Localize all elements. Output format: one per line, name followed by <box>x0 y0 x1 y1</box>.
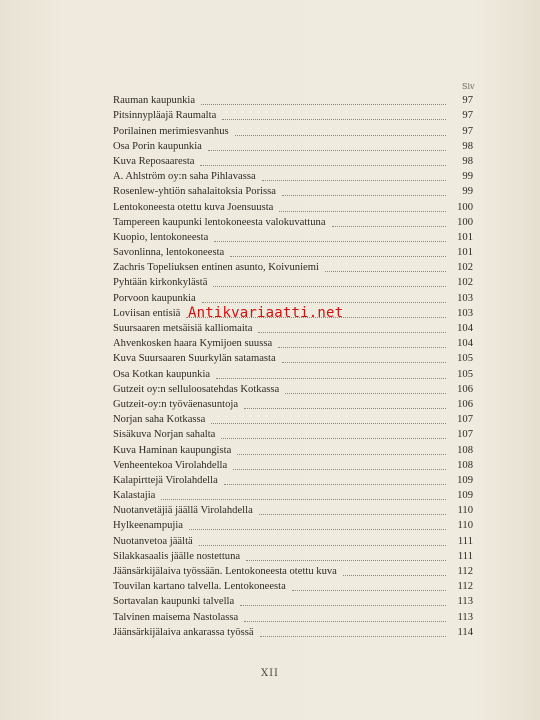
dot-leader <box>244 620 446 622</box>
entry-page-number: 104 <box>457 323 473 334</box>
dot-leader <box>221 437 446 439</box>
dot-leader <box>202 301 446 303</box>
list-item <box>113 608 473 623</box>
entry-title: Kuva Suursaaren Suurkylän satamasta <box>113 353 276 365</box>
list-item <box>113 593 473 608</box>
dot-leader <box>222 118 446 120</box>
entry-page-number: 112 <box>457 566 473 577</box>
list-item <box>113 457 473 472</box>
entry-page-number: 113 <box>457 611 473 623</box>
dot-leader <box>189 528 446 530</box>
entry-title: Nuotanvetoa jäältä <box>113 535 193 547</box>
entry-title: Gutzeit-oy:n työväenasuntoja <box>113 398 239 410</box>
list-item <box>113 168 473 183</box>
entry-page-number: 108 <box>457 444 473 456</box>
list-item <box>113 548 473 563</box>
entry-page-number: 106 <box>457 398 473 410</box>
list-item <box>113 350 473 365</box>
entry-page-number: 104 <box>457 338 473 350</box>
entry-page-number: 105 <box>457 368 473 380</box>
list-item <box>113 365 473 380</box>
entry-page-number: 102 <box>457 262 473 274</box>
list-item <box>113 320 473 335</box>
entry-page-number: 110 <box>457 505 473 517</box>
entry-page-number: 109 <box>457 474 473 486</box>
entry-title: Silakkasaalis jäälle nostettuna <box>113 550 241 562</box>
entry-page-number: 107 <box>457 429 473 441</box>
entry-title: Kuva Haminan kaupungista <box>113 444 232 456</box>
dot-leader <box>213 285 446 287</box>
entry-title: Kalastajia <box>113 490 156 502</box>
entry-title: Loviisan entisiä <box>113 307 181 319</box>
entry-title: Jäänsärkijälaiva työssään. Lentokoneesta otettu kuva <box>113 566 337 577</box>
entry-page-number: 101 <box>457 247 473 259</box>
entry-title: Porilainen merimiesvanhus <box>113 125 229 137</box>
dot-leader <box>216 377 446 379</box>
entry-page-number: 100 <box>457 216 473 228</box>
entry-page-number: 97 <box>462 95 473 107</box>
dot-leader <box>279 210 446 212</box>
list-item <box>113 411 473 426</box>
list-item <box>113 624 473 639</box>
list-item <box>113 183 473 198</box>
entry-page-number: 112 <box>457 581 473 593</box>
entry-title: Rauman kaupunkia <box>113 95 196 107</box>
dot-leader <box>246 559 446 561</box>
dot-leader <box>282 194 446 196</box>
entry-page-number: 111 <box>457 535 473 547</box>
entry-page-number: 109 <box>457 490 473 502</box>
list-item <box>113 92 473 107</box>
watermark-text: Antikvariaatti.net <box>188 305 344 321</box>
list-item <box>113 335 473 350</box>
dot-leader <box>258 331 446 333</box>
entry-page-number: 102 <box>457 277 473 289</box>
list-item <box>113 107 473 122</box>
dot-leader <box>211 422 446 424</box>
list-item <box>113 198 473 213</box>
entry-page-number: 111 <box>457 550 473 562</box>
entry-page-number: 106 <box>457 383 473 395</box>
entry-page-number: 113 <box>457 596 473 608</box>
dot-leader <box>343 574 446 576</box>
entry-title: Savonlinna, lentokoneesta <box>113 247 225 259</box>
list-item <box>113 214 473 229</box>
dot-leader <box>233 468 446 470</box>
entry-title: Gutzeit oy:n selluloosatehdas Kotkassa <box>113 383 280 395</box>
list-item <box>113 487 473 502</box>
dot-leader <box>244 407 446 409</box>
entry-page-number: 97 <box>462 125 473 137</box>
list-item <box>113 426 473 441</box>
entry-title: Jäänsärkijälaiva ankarassa työssä <box>113 626 254 638</box>
list-item <box>113 229 473 244</box>
list-item <box>113 563 473 578</box>
entry-page-number: 101 <box>457 231 473 243</box>
list-item <box>113 502 473 517</box>
entry-title: Sisäkuva Norjan sahalta <box>113 429 216 441</box>
list-item <box>113 122 473 137</box>
entry-page-number: 114 <box>457 626 473 638</box>
list-item <box>113 578 473 593</box>
entry-page-number: 99 <box>462 186 473 198</box>
list-item <box>113 138 473 153</box>
dot-leader <box>285 392 446 394</box>
dot-leader <box>240 604 446 606</box>
entry-page-number: 107 <box>457 414 473 426</box>
dot-leader <box>325 270 446 272</box>
list-item <box>113 259 473 274</box>
entry-title: Kuopio, lentokoneesta <box>113 231 209 243</box>
entry-title: Pitsinnypläajä Raumalta <box>113 110 217 122</box>
dot-leader <box>199 544 446 546</box>
dot-leader <box>278 346 446 348</box>
entry-title: Porvoon kaupunkia <box>113 292 196 304</box>
dot-leader <box>235 134 446 136</box>
dot-leader <box>260 635 446 637</box>
dot-leader <box>161 498 446 500</box>
entry-title: Rosenlew-yhtiön sahalaitoksia Porissa <box>113 186 277 198</box>
dot-leader <box>201 103 446 105</box>
list-item <box>113 532 473 547</box>
list-item <box>113 396 473 411</box>
list-item <box>113 274 473 289</box>
dot-leader <box>332 225 446 227</box>
list-item <box>113 153 473 168</box>
list-item <box>113 441 473 456</box>
entry-title: Hylkeenampujia <box>113 520 184 532</box>
entry-page-number: 100 <box>457 201 473 213</box>
entry-title: Kalapirttejä Virolahdella <box>113 474 218 486</box>
dot-leader <box>214 240 446 242</box>
dot-leader <box>292 589 446 591</box>
page-column-heading: Siv <box>462 82 475 91</box>
list-item <box>113 244 473 259</box>
entry-title: Norjan saha Kotkassa <box>113 414 206 426</box>
entry-title: Ahvenkosken haara Kymijoen suussa <box>113 338 273 350</box>
list-of-illustrations <box>113 92 473 639</box>
entry-title: Zachris Topeliuksen entinen asunto, Koivuniemi <box>113 262 319 274</box>
dot-leader <box>262 179 446 181</box>
entry-title: Tampereen kaupunki lentokoneesta valokuvattuna <box>113 216 326 228</box>
entry-page-number: 103 <box>457 292 473 304</box>
entry-title: Kuva Reposaaresta <box>113 155 195 167</box>
entry-page-number: 99 <box>462 171 473 183</box>
entry-title: Sortavalan kaupunki talvella <box>113 596 235 608</box>
list-item <box>113 517 473 532</box>
entry-page-number: 108 <box>457 459 473 471</box>
dot-leader <box>208 149 446 151</box>
entry-page-number: 105 <box>457 353 473 365</box>
dot-leader <box>230 255 446 257</box>
list-item <box>113 289 473 304</box>
entry-page-number: 98 <box>462 155 473 167</box>
entry-title: Nuotanvetäjiä jäällä Virolahdella <box>113 505 253 517</box>
entry-page-number: 98 <box>462 140 473 152</box>
dot-leader <box>259 513 446 515</box>
entry-title: Osa Kotkan kaupunkia <box>113 368 211 380</box>
page-folio: XII <box>260 668 280 679</box>
entry-page-number: 103 <box>457 307 473 319</box>
entry-title: Suursaaren metsäisiä kalliomaita <box>113 323 253 334</box>
entry-title: Pyhtään kirkonkylästä <box>113 277 208 289</box>
entry-title: Venheentekoa Virolahdella <box>113 459 228 471</box>
list-item <box>113 472 473 487</box>
entry-title: Touvilan kartano talvella. Lentokoneesta <box>113 581 286 593</box>
dot-leader <box>200 164 446 166</box>
entry-page-number: 97 <box>462 110 473 122</box>
list-item <box>113 381 473 396</box>
entry-title: Talvinen maisema Nastolassa <box>113 611 239 623</box>
entry-page-number: 110 <box>457 520 473 532</box>
entry-title: Lentokoneesta otettu kuva Joensuusta <box>113 201 274 213</box>
entry-title: Osa Porin kaupunkia <box>113 140 202 152</box>
dot-leader <box>224 483 446 485</box>
entry-title: A. Ahlström oy:n saha Pihlavassa <box>113 171 256 183</box>
dot-leader <box>237 453 446 455</box>
dot-leader <box>282 361 446 363</box>
